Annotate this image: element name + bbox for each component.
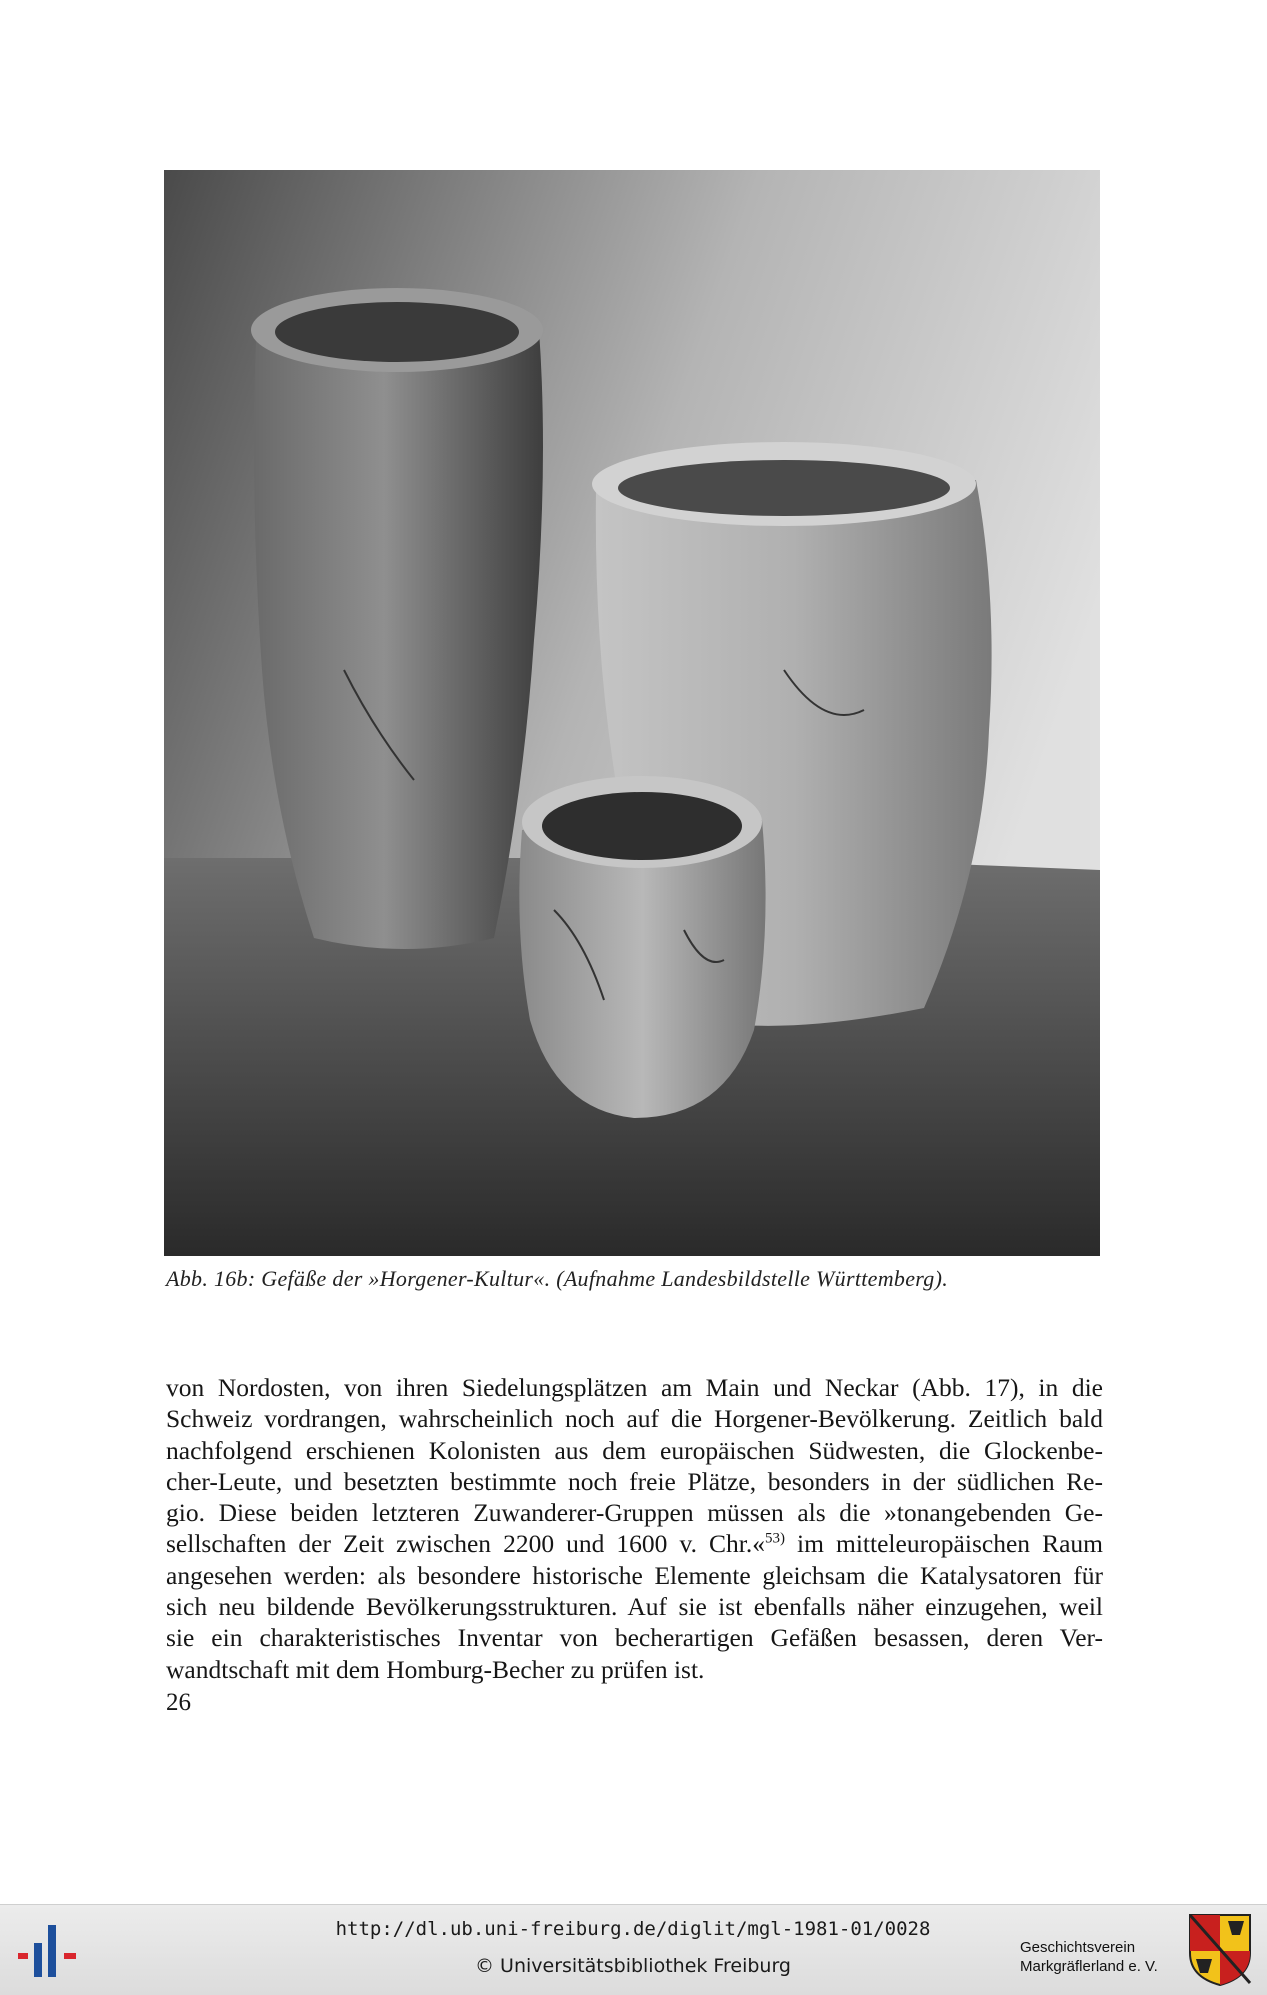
permalink-url[interactable]: http://dl.ub.uni-freiburg.de/diglit/mgl-1981-01/0028 <box>335 1918 931 1940</box>
text-line: cher-Leute, und besetzten bestimmte noch freie Plätze, besonders in der südlichen Re- <box>166 1466 1103 1496</box>
page-number: 26 <box>166 1689 191 1716</box>
text-line: gio. Diese beiden letzteren Zuwanderer-Gruppen müssen als die »tonangebenden Ge- <box>166 1498 1103 1528</box>
text-line: sich neu bildende Bevölkerungsstrukturen. Auf sie ist ebenfalls näher einzugehen, weil <box>166 1592 1103 1622</box>
coat-of-arms-icon <box>1188 1913 1252 1987</box>
footnote-reference[interactable]: 53) <box>764 1530 785 1547</box>
society-name <box>1020 1938 1158 1976</box>
society-name-line: Geschichtsverein <box>1020 1939 1136 1956</box>
figure-caption: Abb. 16b: Gefäße der »Horgener-Kultur«. (Aufnahme Landesbildstelle Württemberg). <box>166 1266 949 1291</box>
text-line: von Nordosten, von ihren Siedelungsplätzen am Main und Neckar (Abb. 17), in die <box>166 1373 1103 1402</box>
society-name-line: Markgräflerland e. V. <box>1020 1958 1158 1975</box>
text-line: nachfolgend erschienen Kolonisten aus dem europäischen Südwesten, die Glockenbe- <box>166 1435 1103 1465</box>
text-line: sie ein charakteristisches Inventar von becherartigen Gefäßen besassen, deren Ver- <box>166 1623 1103 1653</box>
library-logo-icon[interactable] <box>16 1919 80 1981</box>
text-line: Schweiz vordrangen, wahrscheinlich noch auf die Horgener-Bevölkerung. Zeitlich bald <box>166 1404 1103 1434</box>
copyright-notice: © Universitätsbibliothek Freiburg <box>475 1955 791 1977</box>
text-fragment: im mitteleuropäischen Raum <box>784 1529 1103 1559</box>
footer-bar <box>0 1904 1267 1995</box>
text-line-with-footnote <box>166 1528 1103 1559</box>
text-line: angesehen werden: als besondere historische Elemente gleichsam die Katalysatoren für <box>166 1560 1103 1590</box>
text-line: wandtschaft mit dem Homburg-Becher zu prüfen ist. <box>166 1654 705 1684</box>
body-paragraph <box>166 1372 1103 1685</box>
text-fragment: sellschaften der Zeit zwischen 2200 und 1600 v. Chr.« <box>166 1529 765 1559</box>
photo-horgener-vessels <box>164 170 1100 1256</box>
